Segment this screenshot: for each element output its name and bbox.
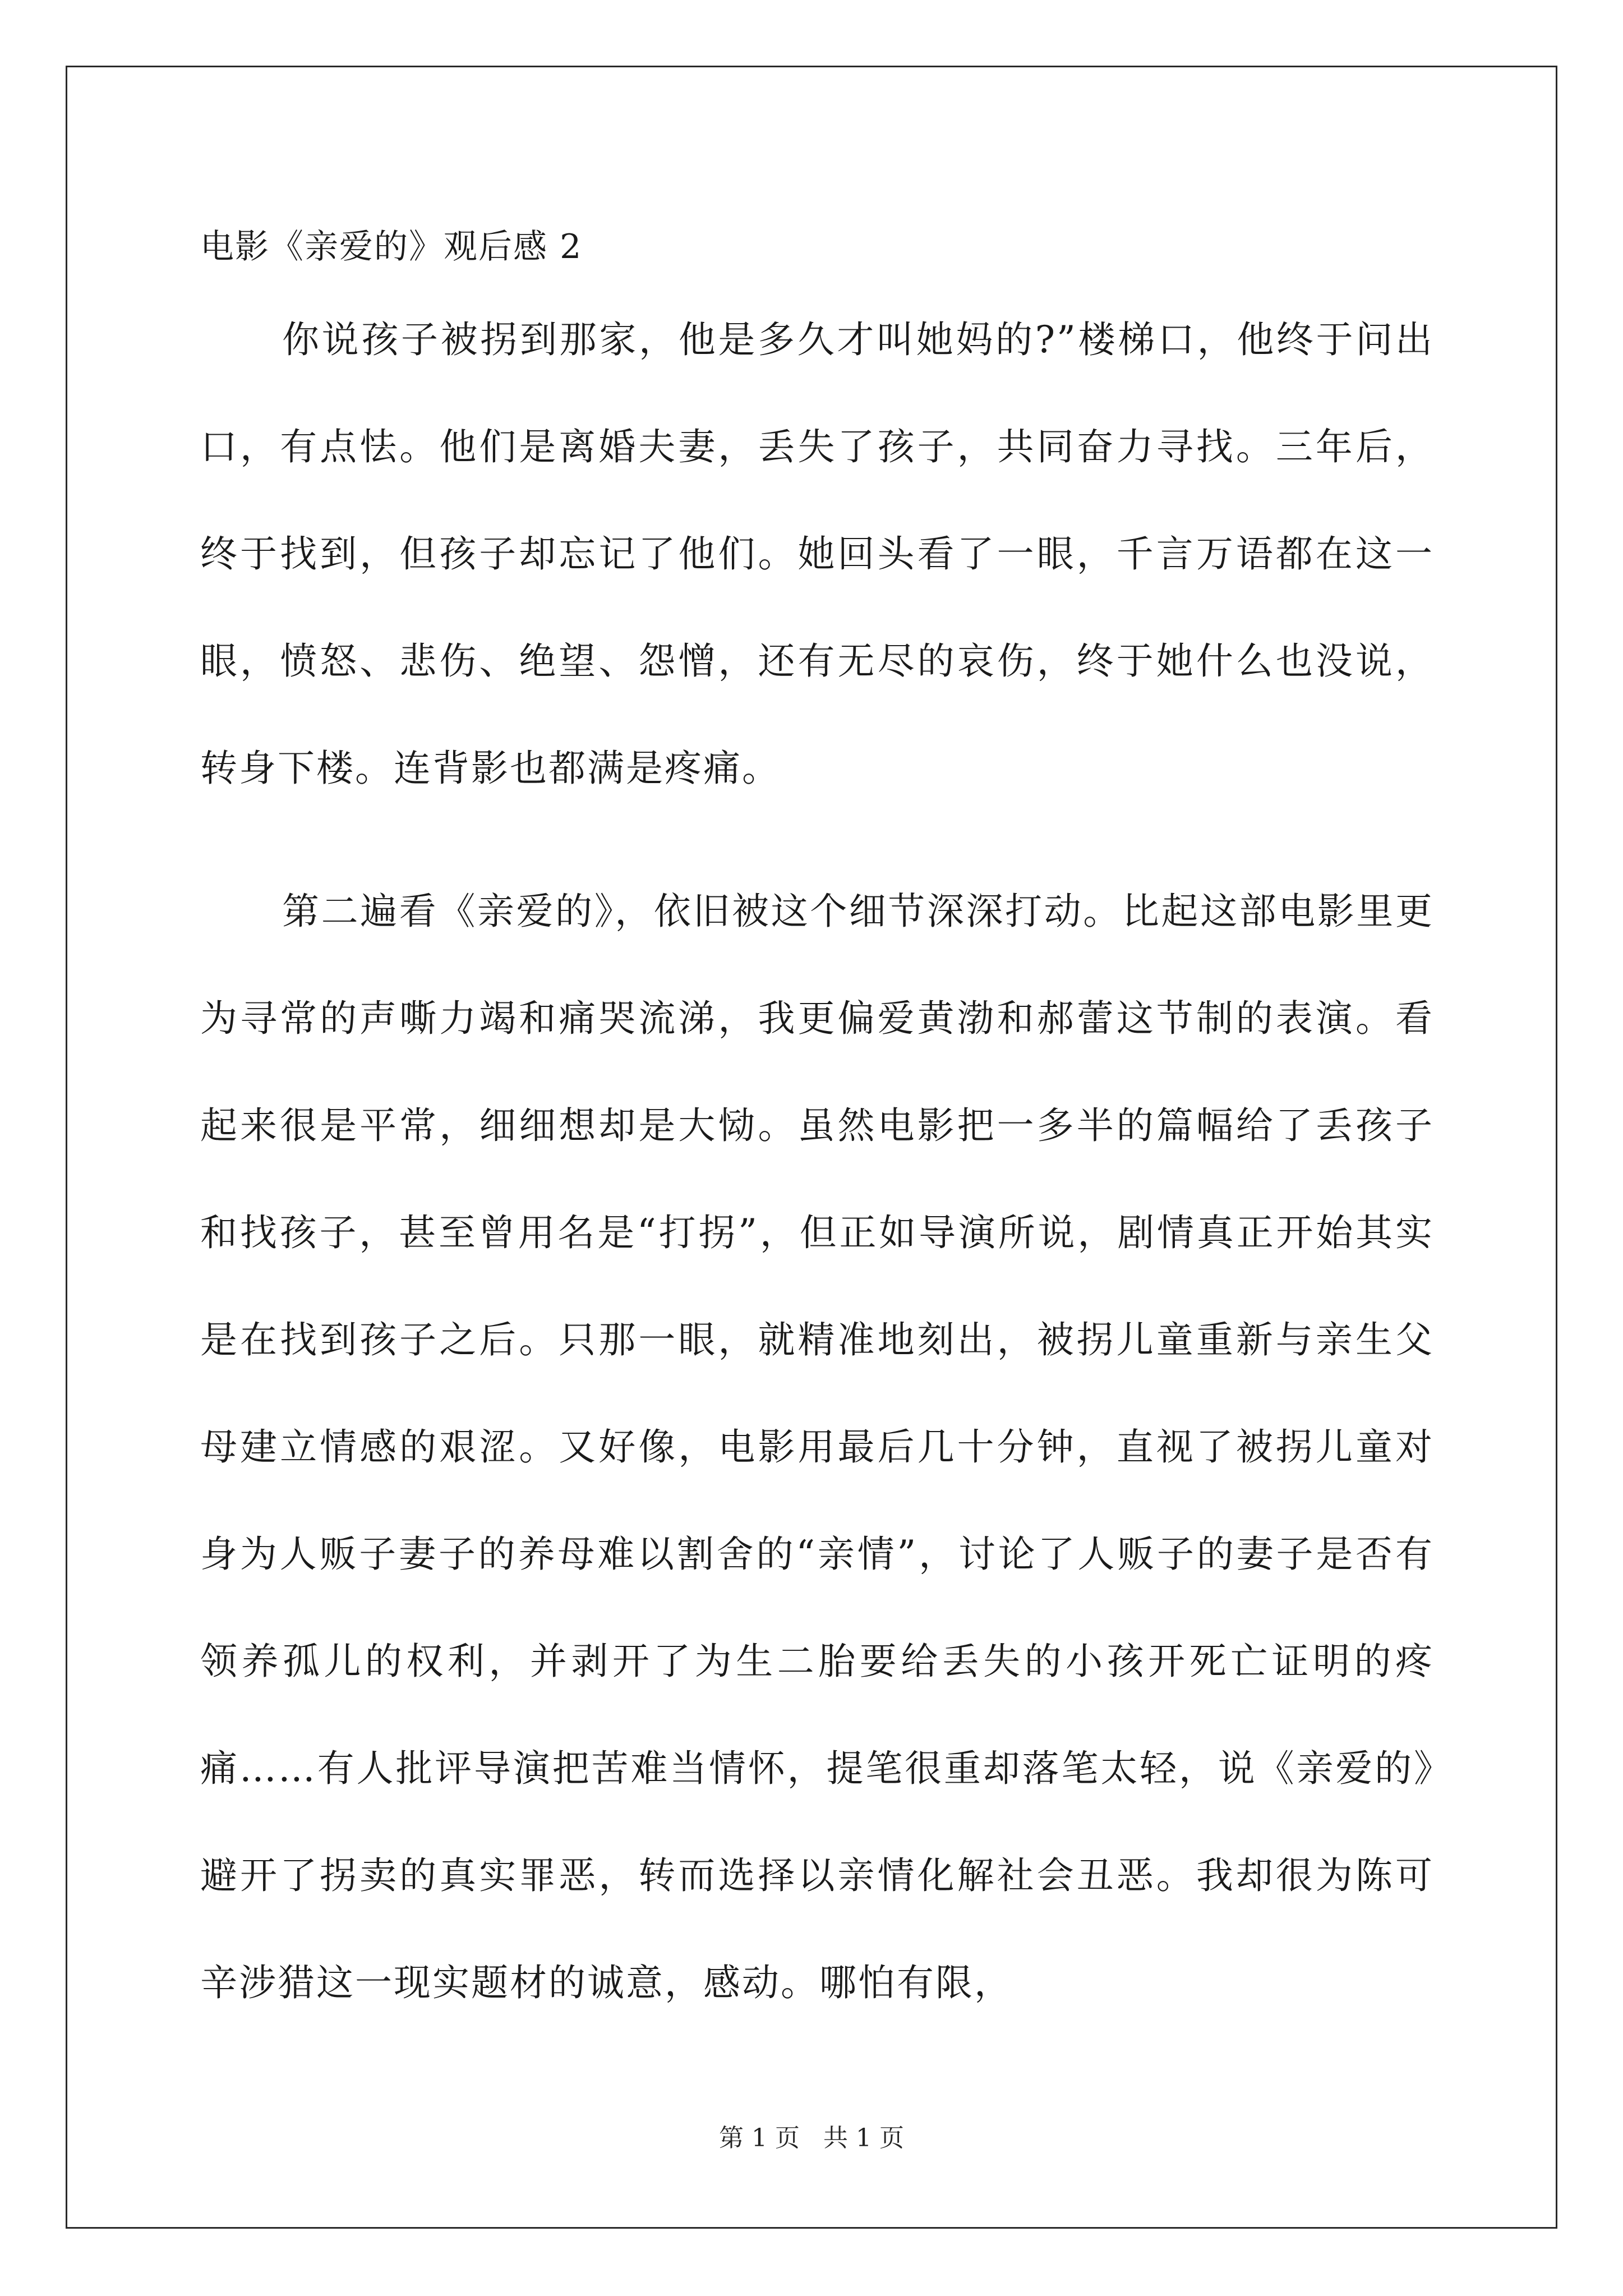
paragraph-2: 第二遍看《亲爱的》，依旧被这个细节深深打动。比起这部电影里更为寻常的声嘶力竭和痛哭流涕，我更偏爱黄渤和郝蕾这节制的表演。看起来很是平常，细细想却是大恸。虽然电影把一多半的篇幅给了丢孩子和找孩子，甚至曾用名是“打拐”，但正如导演所说，剧情真正开始其实是在找到孩子之后。只那一眼，就精准地刻出，被拐儿童重新与亲生父母建立情感的艰涩。又好像，电影用最后几十分钟，直视了被拐儿童对身为人贩子妻子的养母难以割舍的“亲情”，讨论了人贩子的妻子是否有领养孤儿的权利，并剥开了为生二胎要给丢失的小孩开死亡证明的疼痛……有人批评导演把苦难当情怀，提笔很重却落笔太轻，说《亲爱的》避开了拐卖的真实罪恶，转而选择以亲情化解社会丑恶。我却很为陈可辛涉猎这一现实题材的诚意，感动。哪怕有限， xyxy=(200,890,1434,2004)
document-body xyxy=(200,213,1434,2036)
paragraph-1: 你说孩子被拐到那家，他是多久才叫她妈的?”楼梯口，他终于问出口，有点怯。他们是离婚夫妻，丢失了孩子，共同奋力寻找。三年后，终于找到，但孩子却忘记了他们。她回头看了一眼，千言万语都在这一眼，愤怒、悲伤、绝望、怨憎，还有无尽的哀伤，终于她什么也没说，转身下楼。连背影也都满是疼痛。 xyxy=(200,318,1434,790)
document-title: 电影《亲爱的》观后感 2 xyxy=(200,227,583,266)
footer-spacer xyxy=(800,2124,823,2152)
page-number: 第 1 页 xyxy=(719,2124,800,2152)
page-footer xyxy=(0,2122,1623,2155)
page-total: 共 1 页 xyxy=(823,2124,904,2152)
